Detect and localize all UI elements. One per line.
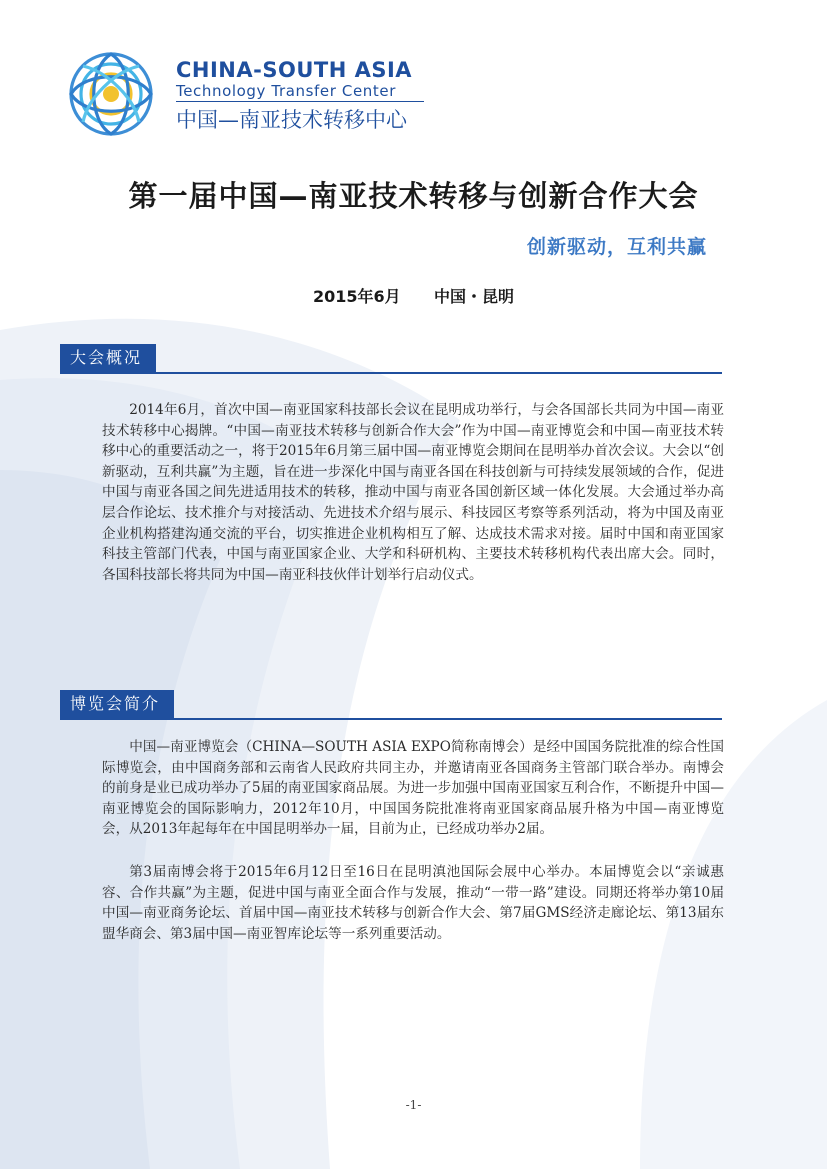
china-south-asia-logo [58, 44, 164, 144]
page-title: 第一届中国—南亚技术转移与创新合作大会 [128, 179, 699, 213]
expo-paragraph-1: 中国—南亚博览会（CHINA—SOUTH ASIA EXPO简称南博会）是经中国国务院批准的综合性国际博览会，由中国商务部和云南省人民政府共同主办，并邀请南亚各国商务主管部门联合举办。南博会的前身是业已成功举办了5届的南亚国家商品展。为进一步加强中国南亚国家互利合作，不断提升中国—南亚博览会的国际影响力，2012年10月，中国国务院批准将南亚国家商品展升格为中国—南亚博览会，从2013年起每年在中国昆明举办一届，目前为止，已经成功举办2届。 [102, 739, 724, 838]
section-heading-rule [60, 718, 722, 720]
brand-name-english: CHINA-SOUTH ASIA [176, 58, 413, 82]
brand-divider [176, 101, 424, 102]
page-number: -1- [405, 1098, 422, 1112]
section-heading-label: 博览会简介 [60, 690, 174, 718]
date-location: 2015年6月 中国・昆明 [312, 287, 515, 306]
expo-paragraph-2: 第3届南博会将于2015年6月12日至16日在昆明滇池国际会展中心举办。本届博览会以“亲诚惠容、合作共赢”为主题，促进中国与南亚全面合作与发展，推动“一带一路”建设。同期还将举办第10届中国—南亚商务论坛、首届中国—南亚技术转移与创新合作大会、第7届GMS经济走廊论坛、第13届东盟华商会、第3届中国—南亚智库论坛等一系列重要活动。 [102, 864, 724, 942]
overview-paragraph: 2014年6月，首次中国—南亚国家科技部长会议在昆明成功举行，与会各国部长共同为中国—南亚技术转移中心揭牌。“中国—南亚技术转移与创新合作大会”作为中国—南亚博览会和中国—南亚技术转移中心的重要活动之一，将于2015年6月第三届中国—南亚博览会期间在昆明举办首次会议。大会以“创新驱动，互利共赢”为主题，旨在进一步深化中国与南亚各国在科技创新与可持续发展领域的合作，促进中国与南亚各国之间先进适用技术的转移，推动中国与南亚各国创新区域一体化发展。大会通过举办高层合作论坛、技术推介与对接活动、先进技术介绍与展示、科技园区考察等系列活动，将为中国及南亚企业机构搭建沟通交流的平台，切实推进企业机构相互了解、达成技术需求对接。届时中国和南亚国家科技主管部门代表，中国与南亚国家企业、大学和科研机构、主要技术转移机构代表出席大会。同时，各国科技部长将共同为中国—南亚科技伙伴计划举行启动仪式。 [102, 402, 724, 583]
section-heading-rule [60, 372, 722, 374]
brand-subtitle-english: Technology Transfer Center [176, 82, 396, 100]
slogan: 创新驱动，互利共赢 [526, 236, 707, 258]
section-heading-label: 大会概况 [60, 344, 156, 372]
brand-name-chinese: 中国—南亚技术转移中心 [176, 108, 407, 132]
section-heading-expo [60, 690, 722, 720]
section-heading-overview [60, 344, 722, 374]
